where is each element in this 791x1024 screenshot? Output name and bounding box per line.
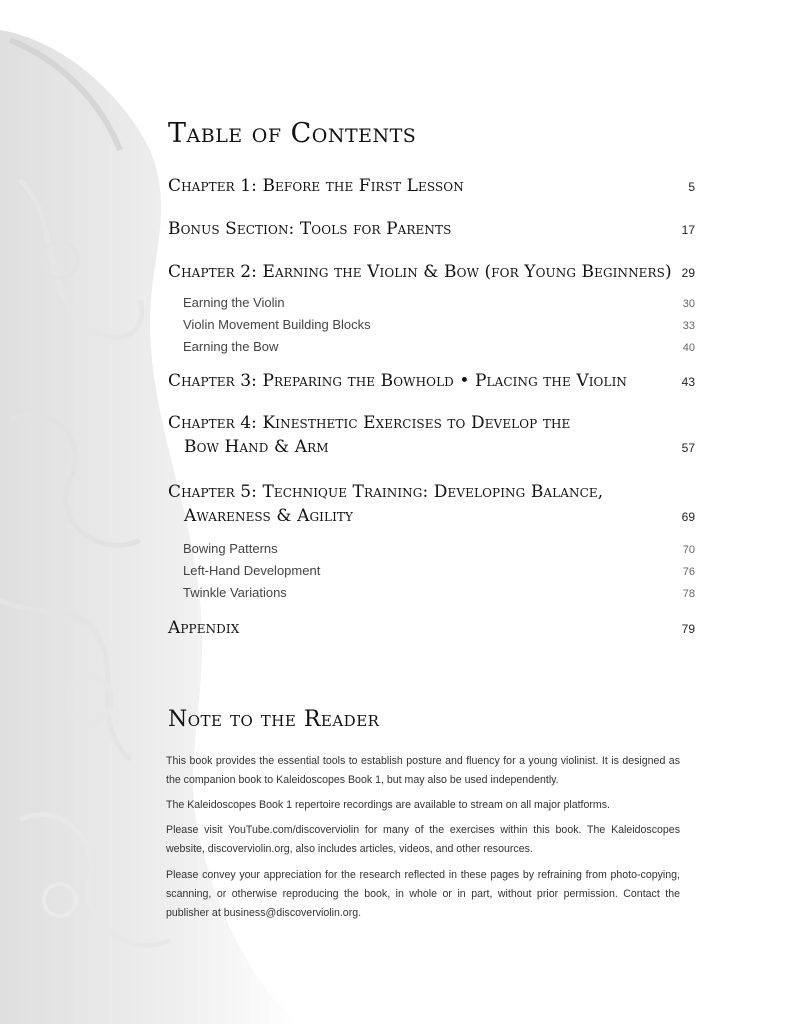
note-paragraph: Please visit YouTube.com/discoverviolin for many of the exercises within this book. The Kaleidoscopes website, discoverviolin.org, also includes articles, videos, and other resources. xyxy=(166,824,680,855)
toc-subentry-page: 30 xyxy=(682,298,695,310)
toc-entry-chapter-1[interactable] xyxy=(168,176,695,196)
toc-entry-title: Bonus Section: Tools for Parents xyxy=(168,219,452,239)
toc-entry-title: Chapter 2: Earning the Violin & Bow (for Young Beginners) xyxy=(168,262,672,282)
toc-entry-title-continued: Bow Hand & Arm xyxy=(184,437,329,457)
toc-subentry[interactable] xyxy=(183,317,695,332)
note-paragraph: Please convey your appreciation for the research reflected in these pages by refraining from photo-copying, scanning, or otherwise reproducing the book, in whole or in part, without prior permission. Contact the publisher at business@discoverviolin.org. xyxy=(166,869,680,919)
toc-subentry-page: 70 xyxy=(682,544,695,556)
toc-entry-chapter-2[interactable] xyxy=(168,262,695,282)
toc-entry-page: 17 xyxy=(681,223,695,237)
toc-entry-page: 5 xyxy=(688,180,695,194)
toc-subentry-title: Earning the Violin xyxy=(183,295,285,310)
toc-subentry-page: 40 xyxy=(682,342,695,354)
toc-entry-page: 43 xyxy=(681,375,695,389)
toc-entry-title: Chapter 5: Technique Training: Developing Balance, xyxy=(168,482,604,502)
toc-subentry[interactable] xyxy=(183,339,695,354)
toc-subentry[interactable] xyxy=(183,295,695,310)
toc-entry-title: Chapter 1: Before the First Lesson xyxy=(168,176,464,196)
toc-subentry-page: 33 xyxy=(682,320,695,332)
toc-entry-chapter-4[interactable] xyxy=(168,413,695,457)
note-paragraph: The Kaleidoscopes Book 1 repertoire recordings are available to stream on all major platforms. xyxy=(166,799,610,811)
toc-entry-title: Appendix xyxy=(168,618,240,638)
toc-entry-appendix[interactable] xyxy=(168,618,695,638)
note-paragraph: This book provides the essential tools to establish posture and fluency for a young violinist. It is designed as the companion book to Kaleidoscopes Book 1, but may also be used independently. xyxy=(166,755,680,786)
toc-entry-page: 57 xyxy=(681,441,695,455)
toc-entry-chapter-3[interactable] xyxy=(168,371,695,391)
toc-entry-chapter-5[interactable] xyxy=(168,482,695,526)
toc-entry-bonus[interactable] xyxy=(168,219,695,239)
toc-entry-page: 79 xyxy=(681,622,695,636)
toc-entry-title: Chapter 3: Preparing the Bowhold • Placing the Violin xyxy=(168,371,628,391)
toc-subentry-page: 78 xyxy=(682,588,695,600)
toc-subentry-title: Left-Hand Development xyxy=(183,563,321,578)
toc-subentry[interactable] xyxy=(183,585,695,600)
toc-heading: Table of Contents xyxy=(168,118,417,149)
note-heading: Note to the Reader xyxy=(168,707,380,732)
toc-entry-page: 29 xyxy=(681,266,695,280)
toc-entry-title-continued: Awareness & Agility xyxy=(184,506,354,526)
toc-subentry[interactable] xyxy=(183,563,695,578)
toc-subentry[interactable] xyxy=(183,541,695,556)
toc-subentry-title: Bowing Patterns xyxy=(183,541,278,556)
toc-subentry-title: Twinkle Variations xyxy=(183,585,287,600)
toc-subentry-title: Violin Movement Building Blocks xyxy=(183,317,371,332)
toc-entry-title: Chapter 4: Kinesthetic Exercises to Develop the xyxy=(168,413,571,433)
toc-subentry-page: 76 xyxy=(682,566,695,578)
toc-entry-page: 69 xyxy=(681,510,695,524)
toc-subentry-title: Earning the Bow xyxy=(183,339,279,354)
